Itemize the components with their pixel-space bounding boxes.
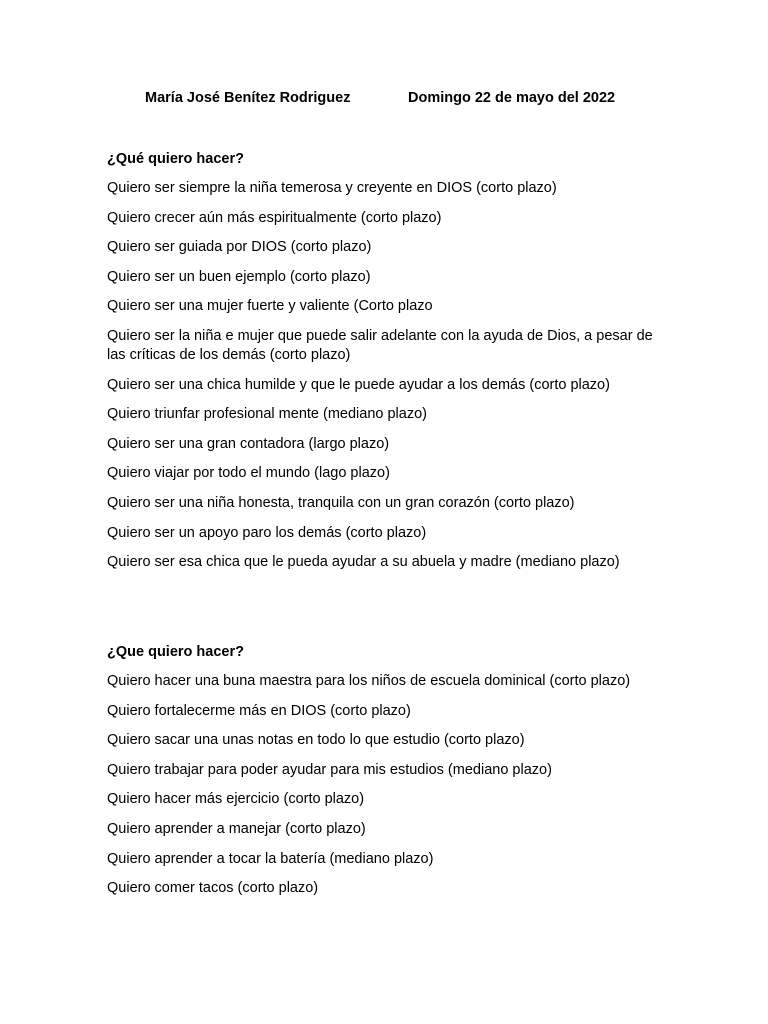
document-header (0, 90, 768, 110)
list-item: Quiero ser un apoyo paro los demás (corto plazo) (107, 524, 427, 541)
list-item: Quiero ser una mujer fuerte y valiente (Corto plazo (107, 298, 433, 315)
goal-list (107, 179, 667, 572)
list-item: Quiero aprender a manejar (corto plazo) (107, 820, 366, 837)
goal-list (107, 672, 667, 898)
list-item: Quiero ser una chica humilde y que le puede ayudar a los demás (corto plazo) (107, 376, 610, 393)
list-item: Quiero hacer más ejercicio (corto plazo) (107, 791, 365, 808)
list-item: Quiero viajar por todo el mundo (lago plazo) (107, 465, 390, 482)
section-short-term-goals (107, 150, 667, 583)
document-date: Domingo 22 de mayo del 2022 (408, 90, 616, 106)
list-item: Quiero sacar una unas notas en todo lo que estudio (corto plazo) (107, 732, 525, 749)
section-activity-goals (107, 643, 667, 909)
list-item: Quiero aprender a tocar la batería (mediano plazo) (107, 850, 434, 867)
list-item: Quiero ser guiada por DIOS (corto plazo) (107, 239, 372, 256)
list-item: Quiero trabajar para poder ayudar para mis estudios (mediano plazo) (107, 761, 552, 778)
list-item: Quiero ser un buen ejemplo (corto plazo) (107, 268, 371, 285)
section-heading: ¿Qué quiero hacer? (107, 151, 244, 167)
list-item: Quiero hacer una buna maestra para los niños de escuela dominical (corto plazo) (107, 673, 631, 689)
list-item: Quiero ser una gran contadora (largo plazo) (107, 435, 390, 452)
list-item: Quiero ser la niña e mujer que puede salir adelante con la ayuda de Dios, a pesar de las críticas de los demás (corto plazo) (107, 327, 653, 363)
author-name: María José Benítez Rodriguez (145, 90, 351, 106)
list-item: Quiero ser siempre la niña temerosa y creyente en DIOS (corto plazo) (107, 180, 557, 196)
list-item: Quiero comer tacos (corto plazo) (107, 880, 319, 897)
list-item: Quiero ser esa chica que le pueda ayudar a su abuela y madre (mediano plazo) (107, 554, 620, 571)
list-item: Quiero fortalecerme más en DIOS (corto plazo) (107, 702, 411, 719)
list-item: Quiero ser una niña honesta, tranquila con un gran corazón (corto plazo) (107, 494, 575, 511)
list-item: Quiero triunfar profesional mente (mediano plazo) (107, 406, 427, 423)
list-item: Quiero crecer aún más espiritualmente (corto plazo) (107, 209, 442, 226)
section-heading: ¿Que quiero hacer? (107, 644, 244, 660)
